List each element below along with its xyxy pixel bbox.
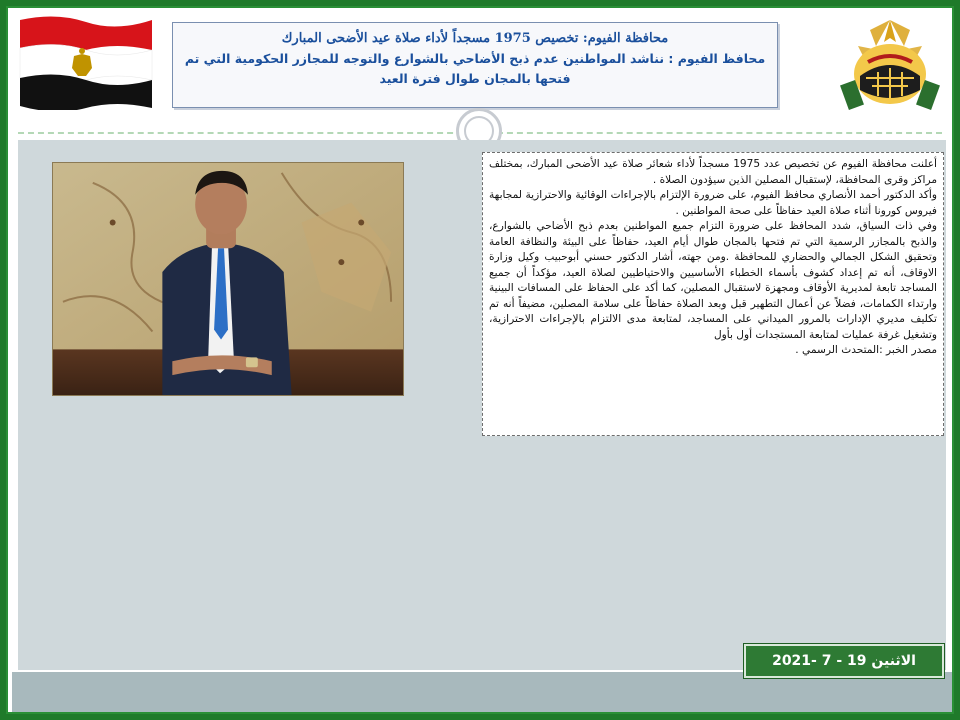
date-badge [744, 644, 944, 678]
egypt-flag-icon [16, 14, 156, 110]
article-paragraph: أعلنت محافظة الفيوم عن تخصيص عدد 1975 مسجداً لأداء شعائر صلاة عيد الأضحى المبارك، بمختلف مراكز وقرى المحافظة، لإستقبال المصلين الذين سيؤدون الصلاة . [489, 158, 937, 186]
footer-bar [12, 672, 952, 712]
content-area [18, 140, 946, 670]
article-body [482, 152, 944, 436]
headline-box [172, 22, 778, 108]
headline-subtitle: محافظ الفيوم : نناشد المواطنين عدم ذبح الأضاحي بالشوارع والتوجه للمجازر الحكومية التي تم فتحها بالمجان طوال فترة العيد [184, 51, 766, 86]
article-source: مصدر الخبر :المتحدث الرسمي . [795, 344, 937, 356]
fayoum-governorate-emblem-icon [838, 16, 942, 120]
article-paragraph: وأكد الدكتور أحمد الأنصاري محافظ الفيوم، على ضرورة الإلتزام بالإجراءات الوقائية والاحترازية لمجابهة فيروس كورونا أثناء صلاة العيد حفاظاً على صحة المواطنين . [489, 189, 937, 217]
slide [6, 6, 954, 714]
headline-title: محافظة الفيوم: تخصيص 1975 مسجداً لأداء صلاة عيد الأضحى المبارك [281, 31, 669, 46]
date-text: الاثنين 19 - 7 -2021 [772, 653, 916, 669]
governor-photo [52, 162, 404, 396]
article-paragraph: وفي ذات السياق، شدد المحافظ على ضرورة التزام جميع المواطنين بعدم ذبح الأضاحي بالشوارع، والذبح بالمجازر الرسمية التي تم فتحها بالمجان طوال أيام العيد، حفاظاً على البيئة والنظافة العامة وتحقيق الشكل الجمالي والحضاري للمحافظة .ومن جهته، أشار الدكتور حسني أبوحبيب وكيل وزارة الاوقاف، أنه تم إعداد كشوف بأسماء الخطباء الأساسيين والاحتياطيين لصلاة العيد، مؤكداً أن جميع المساجد تابعة لمديرية الأوقاف ومجهزة لاستقبال المصلين، كما أكد على الحفاظ على المسافات البينية وارتداء الكمامات، فضلاً عن أعمال التطهير قبل وبعد الصلاة حفاظاً على سلامة المصلين، مضيفاً أنه تم تكليف مديري الإدارات بالمرور الميداني على المساجد، لمتابعة مدى الالتزام بالإجراءات الاحترازية، وتشغيل غرفة عمليات لمتابعة المستجدات أول بأول [489, 220, 937, 341]
